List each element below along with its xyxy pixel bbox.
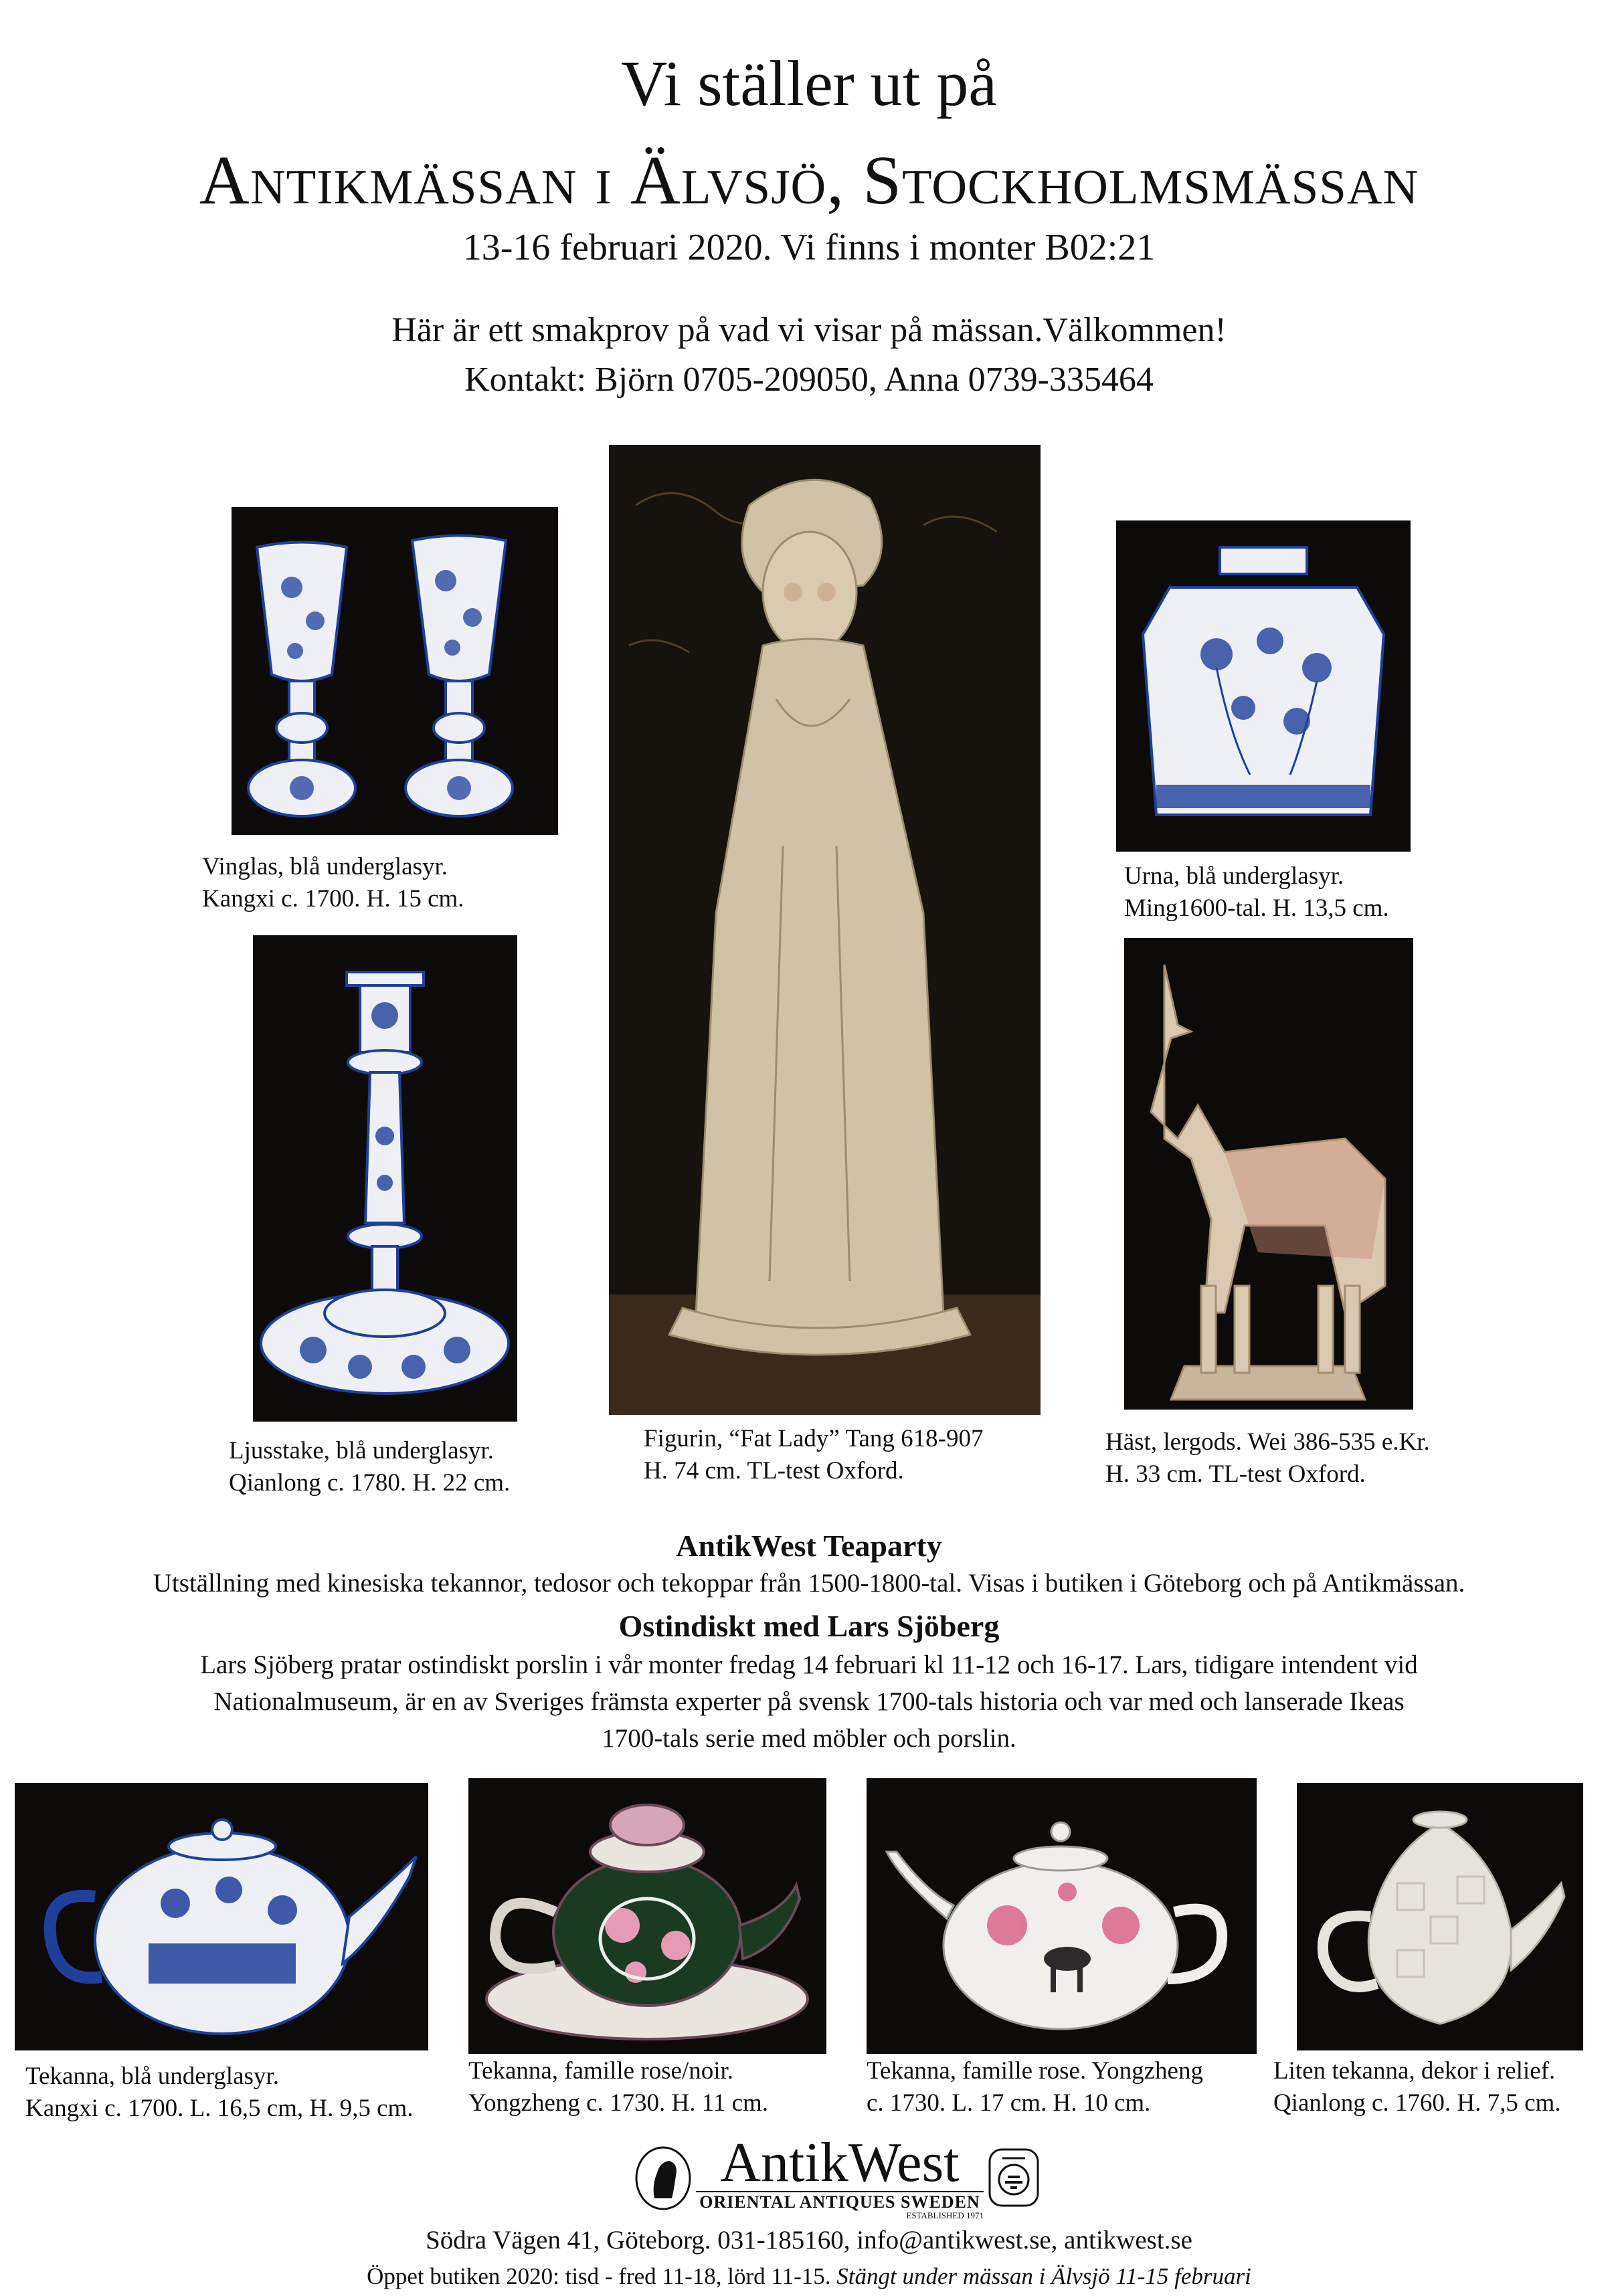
logo-tagline: ORIENTAL ANTIQUES SWEDEN [696, 2191, 984, 2212]
footer-address: Södra Vägen 41, Göteborg. 031-185160, info@antikwest.se, antikwest.se [426, 2226, 1192, 2255]
photo-ljusstake [253, 935, 517, 1422]
photo-teapot-famille-rose [867, 1778, 1257, 2054]
teaparty-text: Utställning med kinesiska tekannor, tedosor och tekoppar från 1500-1800-tal. Visas i butiken i Göteborg och på Antikmässan. [153, 1569, 1465, 1598]
footer-opening-hours [0, 2261, 1618, 2292]
photo-hast [1124, 938, 1413, 1410]
headline-line1: Vi ställer ut på [620, 47, 998, 119]
caption-ljusstake: Ljusstake, blå underglasyr. Qianlong c. 1780. H. 22 cm. [229, 1437, 511, 1497]
caption-teapot-blue: Tekanna, blå underglasyr. Kangxi c. 1700. L. 16,5 cm, H. 9,5 cm. [25, 2063, 414, 2122]
caption-urna: Urna, blå underglasyr. Ming1600-tal. H. 13,5 cm. [1124, 862, 1389, 922]
caption-hast: Häst, lergods. Wei 386-535 e.Kr. H. 33 cm. TL-test Oxford. [1105, 1428, 1430, 1488]
ostindiskt-heading: Ostindiskt med Lars Sjöberg [618, 1609, 1000, 1643]
caption-teapot-famille-noir: Tekanna, famille rose/noir. Yongzheng c. 1730. H. 11 cm. [468, 2057, 769, 2117]
ostindiskt-line3: 1700-tals serie med möbler och porslin. [602, 1724, 1016, 1753]
caption-teapot-famille-rose: Tekanna, famille rose. Yongzheng c. 1730. L. 17 cm. H. 10 cm. [867, 2057, 1203, 2117]
intro-welcome: Här är ett smakprov på vad vi visar på mässan.Välkommen! [391, 311, 1227, 349]
ostindiskt-line1: Lars Sjöberg pratar ostindiskt porslin i vår monter fredag 14 februari kl 11-12 och 16-17. Lars, tidigare intendent vid [200, 1650, 1418, 1679]
footer-hours-closed: Stängt under mässan i Älvsjö 11-15 februari [836, 2263, 1251, 2289]
caption-figurin: Figurin, “Fat Lady” Tang 618-907 H. 74 cm. TL-test Oxford. [644, 1425, 984, 1485]
caption-teapot-relief: Liten tekanna, dekor i relief. Qianlong c. 1760. H. 7,5 cm. [1273, 2057, 1561, 2117]
footer-hours-regular: Öppet butiken 2020: tisd - fred 11-18, lörd 11-15. [367, 2263, 837, 2289]
logo-wordmark: AntikWest [720, 2131, 960, 2194]
photo-vinglas [232, 507, 558, 835]
photo-teapot-relief [1297, 1783, 1583, 2050]
photo-figurin [609, 445, 1041, 1415]
caption-vinglas: Vinglas, blå underglasyr. Kangxi c. 1700. H. 15 cm. [202, 853, 464, 913]
association-seal-icon [988, 2147, 1040, 2208]
silhouette-portrait-icon [634, 2146, 692, 2210]
event-dates: 13-16 februari 2020. Vi finns i monter B02:21 [462, 227, 1156, 268]
photo-teapot-famille-noir [468, 1778, 826, 2054]
headline-event: Antikmässan i Älvsjö, Stockholmsmässan [199, 142, 1419, 219]
teaparty-heading: AntikWest Teaparty [676, 1529, 942, 1563]
logo-established: ESTABLISHED 1971 [906, 2210, 984, 2220]
intro-contact: Kontakt: Björn 0705-209050, Anna 0739-335464 [464, 361, 1154, 399]
ostindiskt-line2: Nationalmuseum, är en av Sveriges främsta experter på svensk 1700-tals historia och var med och lanserade Ikeas [213, 1687, 1405, 1716]
photo-urna [1116, 520, 1411, 852]
photo-teapot-blue [15, 1783, 428, 2050]
